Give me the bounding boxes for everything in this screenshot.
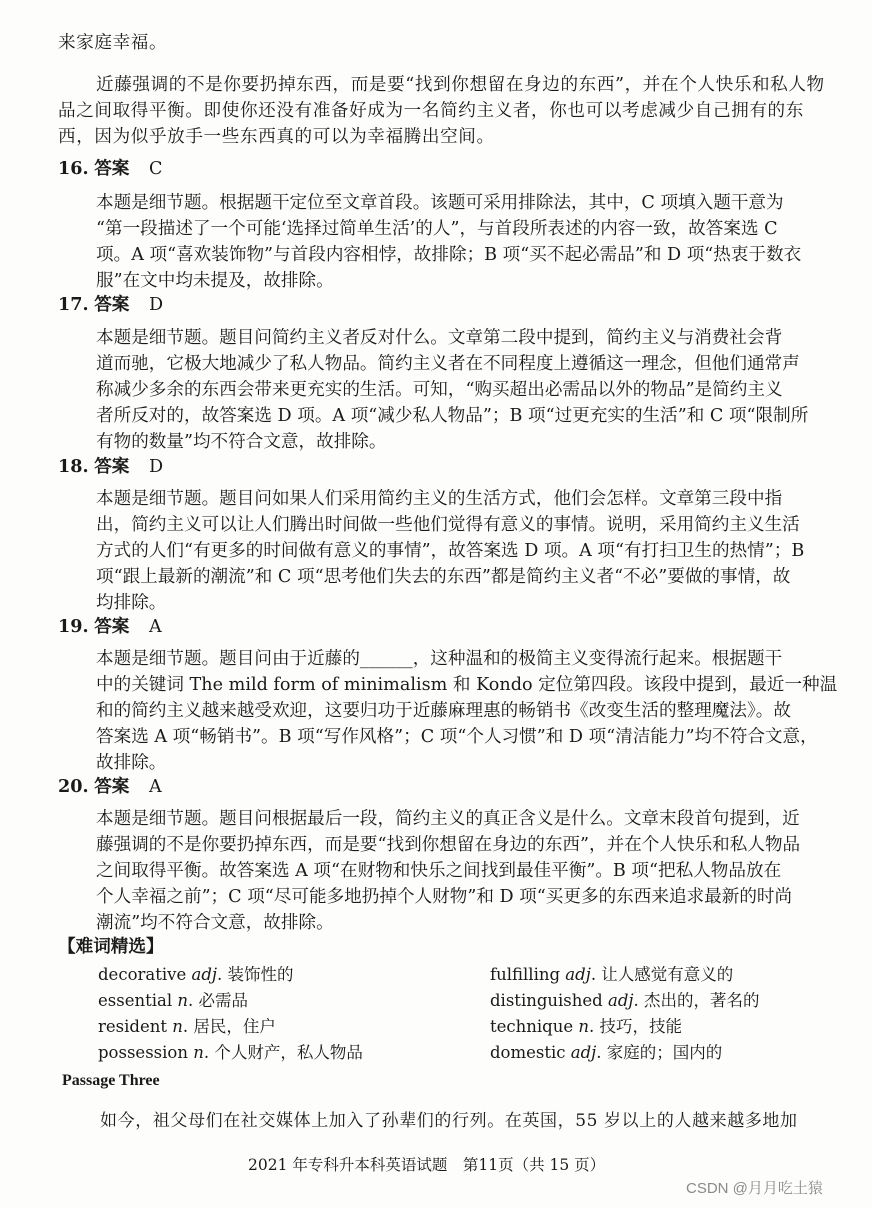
- vocab-entry: [490, 962, 733, 988]
- vocab-entry: [490, 1040, 722, 1066]
- vocab-entry: [490, 1014, 682, 1040]
- answer-heading: [58, 774, 162, 800]
- vocab-word: fulfilling: [490, 965, 561, 984]
- vocab-pos: adj: [570, 1043, 597, 1062]
- question-number: 16.: [58, 158, 89, 179]
- explanation-line: 本题是细节题。题目问简约主义者反对什么。文章第二段中提到，简约主义与消费社会背: [96, 328, 783, 348]
- answer-choice: C: [149, 159, 163, 179]
- explanation-line: 和的简约主义越来越受欢迎，这要归功于近藤麻理惠的畅销书《改变生活的整理魔法》。故: [96, 701, 791, 721]
- vocab-word: technique: [490, 1017, 574, 1036]
- vocab-meaning: . 个人财产，私人物品: [203, 1043, 363, 1062]
- explanation-line: 方式的人们“有更多的时间做有意义的事情”，故答案选 D 项。A 项“有打扫卫生的热情”；B: [96, 541, 805, 561]
- vocab-word: domestic: [490, 1043, 566, 1062]
- explanation-line: 者所反对的，故答案选 D 项。A 项“减少私人物品”；B 项“过更充实的生活”和 C 项“限制所: [96, 406, 809, 426]
- explanation-line: 本题是细节题。题目问由于近藤的______，这种温和的极简主义变得流行起来。根据题干: [96, 649, 783, 669]
- vocab-pos: n: [177, 991, 189, 1010]
- explanation-line: 称减少多余的东西会带来更充实的生活。可知，“购买超出必需品以外的物品”是简约主义: [96, 380, 783, 400]
- explanation-line: 潮流”均不符合文意，故排除。: [96, 913, 334, 933]
- explanation-line: 中的关键词 The mild form of minimalism 和 Kondo 定位第四段。该段中提到，最近一种温: [96, 675, 838, 695]
- vocab-pos: n: [172, 1017, 183, 1036]
- answer-label: 答案: [94, 456, 130, 477]
- answer-choice: A: [149, 617, 162, 637]
- vocab-pos: adj: [565, 965, 591, 984]
- explanation-line: 之间取得平衡。故答案选 A 项“在财物和快乐之间找到最佳平衡”。B 项“把私人物品放在: [96, 861, 782, 881]
- vocab-pos: n: [578, 1017, 590, 1036]
- explanation-line: 服”在文中均未提及，故排除。: [96, 271, 334, 291]
- answer-choice: D: [149, 295, 164, 315]
- watermark: CSDN @月月吃土猿: [686, 1180, 823, 1197]
- question-number: 17.: [58, 294, 89, 315]
- passage-first-line: 如今，祖父母们在社交媒体上加入了孙辈们的行列。在英国，55 岁以上的人越来越多地加: [100, 1111, 798, 1131]
- explanation-line: 有物的数量”均不符合文意，故排除。: [96, 432, 387, 452]
- vocab-word: resident: [98, 1017, 167, 1036]
- answer-choice: A: [149, 777, 162, 797]
- answer-label: 答案: [94, 294, 130, 315]
- vocab-word: essential: [98, 991, 173, 1010]
- explanation-line: 均排除。: [96, 593, 167, 613]
- vocab-entry: [98, 988, 248, 1014]
- explanation-line: “第一段描述了一个可能‘选择过简单生活’的人”，与首段所表述的内容一致，故答案选 C: [96, 219, 778, 239]
- answer-heading: [58, 454, 163, 480]
- question-number: 19.: [58, 616, 89, 637]
- text-line: 品之间取得平衡。即使你还没有准备好成为一名简约主义者，你也可以考虑减少自己拥有的东: [58, 101, 804, 121]
- text-line: 来家庭幸福。: [58, 33, 168, 53]
- answer-label: 答案: [94, 158, 130, 179]
- answer-choice: D: [149, 457, 164, 477]
- vocab-meaning: . 让人感觉有意义的: [590, 965, 734, 984]
- answer-label: 答案: [94, 776, 130, 797]
- explanation-line: 个人幸福之前”；C 项“尽可能多地扔掉个人财物”和 D 项“买更多的东西来追求最新的时尚: [96, 887, 793, 907]
- explanation-line: 本题是细节题。题目问如果人们采用简约主义的生活方式，他们会怎样。文章第三段中指: [96, 489, 783, 509]
- answer-heading: [58, 614, 162, 640]
- vocab-word: decorative: [98, 965, 187, 984]
- vocab-entry: [98, 1014, 276, 1040]
- vocab-word: distinguished: [490, 991, 603, 1010]
- explanation-line: 出，简约主义可以让人们腾出时间做一些他们觉得有意义的事情。说明，采用简约主义生活: [96, 515, 800, 535]
- vocab-entry: [98, 1040, 363, 1066]
- vocab-meaning: . 杰出的，著名的: [633, 991, 760, 1010]
- vocab-meaning: . 装饰性的: [217, 965, 294, 984]
- text-line: 西，因为似乎放手一些东西真的可以为幸福腾出空间。: [58, 127, 495, 147]
- vocab-entry: [490, 988, 760, 1014]
- vocab-pos: n: [193, 1043, 204, 1062]
- explanation-line: 藤强调的不是你要扔掉东西，而是要“找到你想留在身边的东西”，并在个人快乐和私人物品: [96, 835, 801, 855]
- explanation-line: 答案选 A 项“畅销书”。B 项“写作风格”；C 项“个人习惯”和 D 项“清洁能力”均不符合文意，: [96, 727, 818, 747]
- vocab-meaning: . 必需品: [188, 991, 249, 1010]
- question-number: 20.: [58, 776, 89, 797]
- vocab-pos: adj: [191, 965, 217, 984]
- answer-label: 答案: [94, 616, 130, 637]
- text-line: 近藤强调的不是你要扔掉东西，而是要“找到你想留在身边的东西”，并在个人快乐和私人物: [96, 75, 825, 95]
- vocab-meaning: . 技巧，技能: [589, 1017, 683, 1036]
- vocab-meaning: . 家庭的；国内的: [596, 1043, 723, 1062]
- vocab-meaning: . 居民，住户: [182, 1017, 276, 1036]
- page-footer: 2021 年专科升本科英语试题 第11页（共 15 页）: [248, 1156, 606, 1174]
- explanation-line: 本题是细节题。题目问根据最后一段，简约主义的真正含义是什么。文章末段首句提到，近: [96, 809, 800, 829]
- vocab-pos: adj: [607, 991, 634, 1010]
- explanation-line: 本题是细节题。根据题干定位至文章首段。该题可采用排除法，其中，C 项填入题干意为: [96, 193, 784, 213]
- explanation-line: 道而驰，它极大地减少了私人物品。简约主义者在不同程度上遵循这一理念，但他们通常声: [96, 354, 800, 374]
- question-number: 18.: [58, 456, 89, 477]
- answer-heading: [58, 292, 163, 318]
- explanation-line: 项“跟上最新的潮流”和 C 项“思考他们失去的东西”都是简约主义者“不必”要做的事情，故: [96, 567, 791, 587]
- vocab-word: possession: [98, 1043, 188, 1062]
- vocab-heading: 【难词精选】: [58, 936, 164, 957]
- explanation-line: 故排除。: [96, 753, 167, 773]
- vocab-entry: [98, 962, 294, 988]
- answer-heading: [58, 156, 162, 182]
- explanation-line: 项。A 项“喜欢装饰物”与首段内容相悖，故排除；B 项“买不起必需品”和 D 项“热衷于数衣: [96, 245, 802, 265]
- passage-title: Passage Three: [62, 1072, 160, 1089]
